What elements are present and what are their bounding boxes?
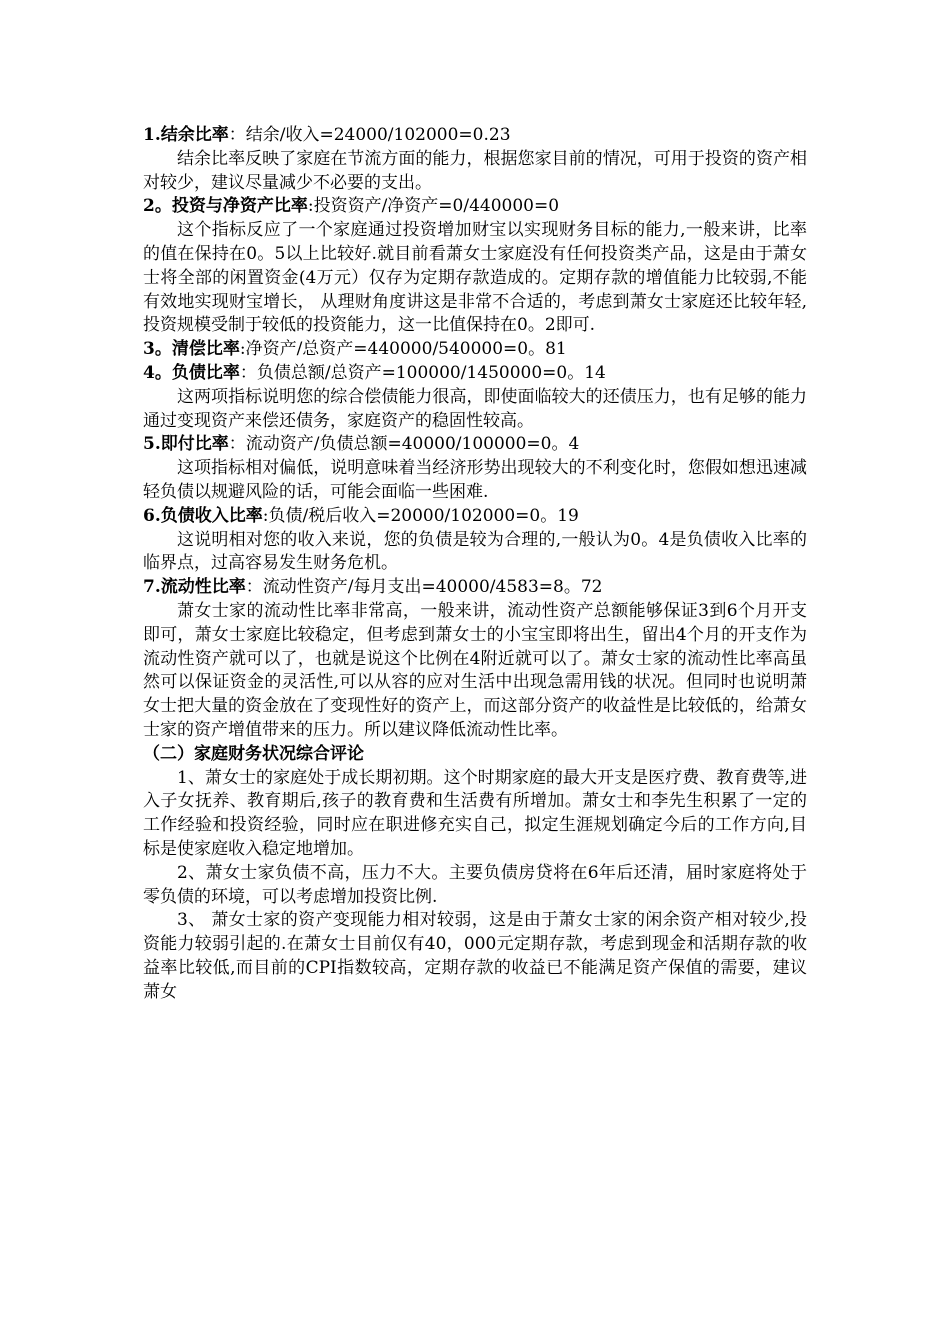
ratio-1-heading: 1.结余比率 [143, 125, 229, 145]
ratio-4-body: 这两项指标说明您的综合偿债能力很高，即使面临较大的还债压力，也有足够的能力通过变现资产来偿还债务，家庭资产的稳固性较高。 [143, 386, 807, 431]
ratio-5-body: 这项指标相对偏低，说明意味着当经济形势出现较大的不利变化时，您假如想迅速减轻负债以规避风险的话，可能会面临一些困难. [143, 458, 807, 502]
ratio-6-heading-line [143, 505, 807, 529]
ratio-1-heading-line [143, 124, 807, 148]
ratio-5-heading-line [143, 433, 807, 457]
ratio-6-body: 这说明相对您的收入来说，您的负债是较为合理的,一般认为0。4是负债收入比率的临界点，过高容易发生财务危机。 [143, 529, 807, 574]
ratio-3-heading: 3。清偿比率 [143, 339, 240, 360]
ratio-4-heading-line [143, 362, 807, 386]
ratio-1-formula: ：结余/收入=24000/102000=0.23 [228, 125, 511, 145]
ratio-7-body: 萧女士家的流动性比率非常高，一般来讲，流动性资产总额能够保证3到6个月开支即可，萧女士家庭比较稳定，但考虑到萧女士的小宝宝即将出生，留出4个月的开支作为流动性资产就可以了，也就是说这个比例在4附近就可以了。萧女士家的流动性比率高虽然可以保证资金的灵活性,可以从容的应对生活中出现急需用钱的状况。但同时也说明萧女士把大量的资金放在了变现性好的资产上，而这部分资产的收益性是比较低的，给萧女士家的资产增值带来的压力。所以建议降低流动性比率。 [143, 600, 807, 740]
ratio-2-heading: 2。投资与净资产比率 [143, 196, 308, 217]
ratio-7-formula: ：流动性资产/每月支出=40000/4583=8。72 [245, 577, 603, 598]
ratio-7-heading: 7.流动性比率 [143, 577, 246, 598]
section-paragraph-1: 1、萧女士的家庭处于成长期初期。这个时期家庭的最大开支是医疗费、教育费等,进入子女抚养、教育期后,孩子的教育费和生活费有所增加。萧女士和李先生积累了一定的工作经验和投资经验，同时应在职进修充实自己，拟定生涯规划确定今后的工作方向,目标是使家庭收入稳定地增加。 [143, 767, 807, 859]
ratio-5-heading: 5.即付比率 [143, 434, 229, 455]
section-paragraph-3: 3、 萧女士家的资产变现能力相对较弱，这是由于萧女士家的闲余资产相对较少,投资能力较弱引起的.在萧女士目前仅有40，000元定期存款，考虑到现金和活期存款的收益率比较低,而目前的CPI指数较高，定期存款的收益已不能满足资产保值的需要，建议萧女 [143, 910, 807, 1002]
ratio-3-formula: :净资产/总资产=440000/540000=0。81 [239, 339, 567, 360]
ratio-6-formula: :负债/税后收入=20000/102000=0。19 [262, 505, 579, 526]
ratio-1-body: 结余比率反映了家庭在节流方面的能力，根据您家目前的情况，可用于投资的资产相对较少，建议尽量减少不必要的支出。 [143, 148, 807, 193]
section-title: （二）家庭财务状况综合评论 [143, 743, 364, 764]
ratio-4-heading: 4。负债比率 [143, 362, 240, 383]
ratio-6-heading: 6.负债收入比率 [143, 505, 263, 526]
ratio-2-body: 这个指标反应了一个家庭通过投资增加财宝以实现财务目标的能力,一般来讲，比率的值在保持在0。5以上比较好.就目前看萧女士家庭没有任何投资类产品，这是由于萧女士将全部的闲置资金(4万元）仅存为定期存款造成的。定期存款的增值能力比较弱,不能有效地实现财宝增长， 从理财角度讲这是非常不合适的，考虑到萧女士家庭还比较年轻,投资规模受制于较低的投资能力，这一比值保持在0。2即可. [143, 220, 807, 336]
ratio-2-heading-line [143, 195, 807, 219]
ratio-5-formula: ：流动资产/负债总额=40000/100000=0。4 [228, 434, 580, 455]
ratio-3-heading-line [143, 338, 807, 362]
ratio-2-formula: :投资资产/净资产=0/440000=0 [307, 196, 560, 217]
ratio-7-heading-line [143, 576, 807, 600]
document-page [143, 124, 807, 1004]
ratio-4-formula: ：负债总额/总资产=100000/1450000=0。14 [239, 362, 606, 383]
section-paragraph-2: 2、萧女士家负债不高，压力不大。主要负债房贷将在6年后还清，届时家庭将处于零负债的环境，可以考虑增加投资比例. [143, 862, 807, 907]
